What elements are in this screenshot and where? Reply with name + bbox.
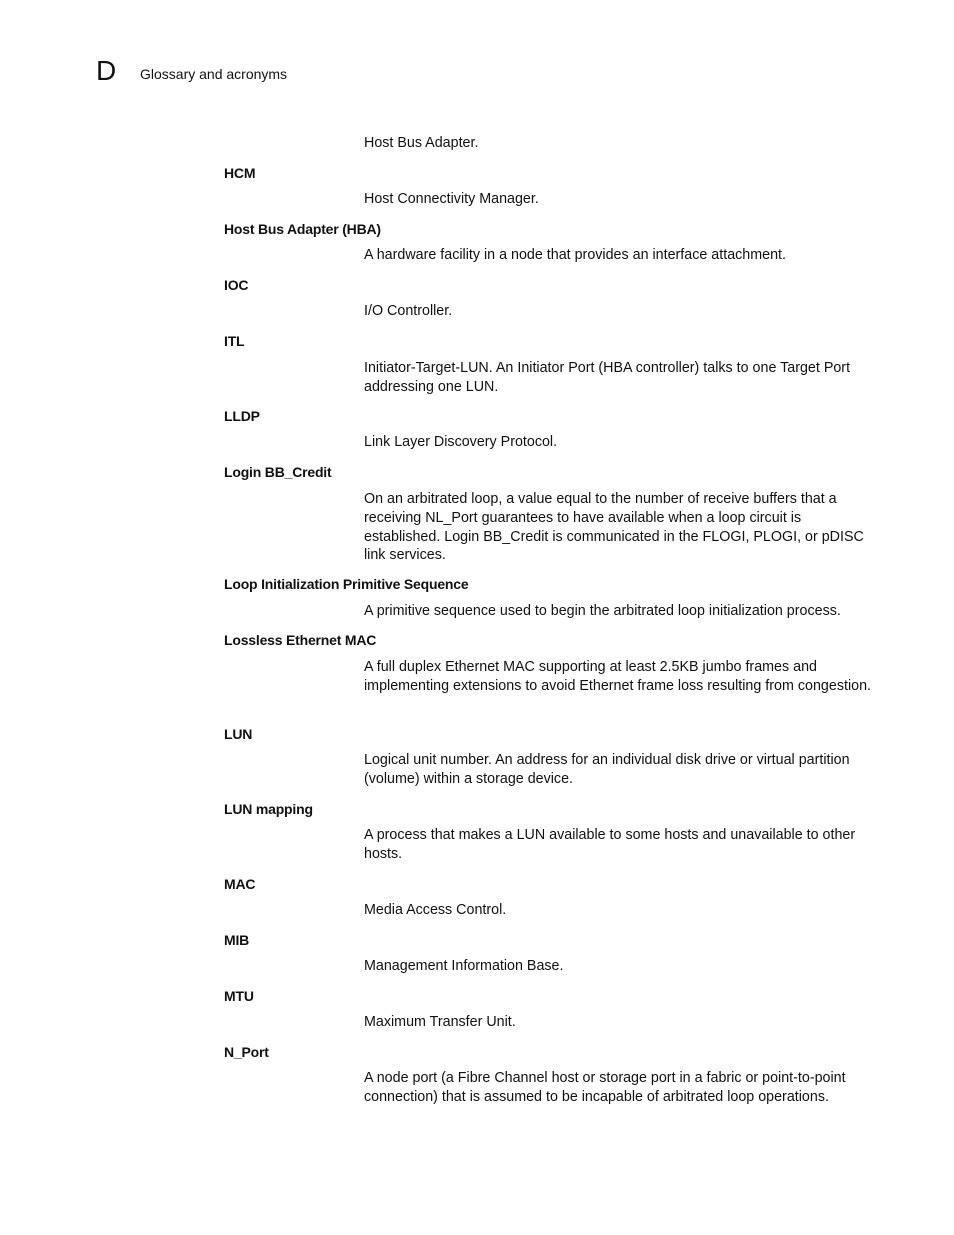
header-title: Glossary and acronyms <box>140 66 288 82</box>
appendix-letter: D <box>96 55 117 86</box>
glossary-definition: A full duplex Ethernet MAC supporting at least 2.5KB jumbo frames and implementing extensions to avoid Ethernet frame loss resulting from congestion. <box>364 659 872 694</box>
glossary-definition: Media Access Control. <box>364 902 507 918</box>
glossary-term: MAC <box>224 876 256 892</box>
glossary-term: LUN <box>224 726 253 742</box>
glossary-definition: Management Information Base. <box>364 958 564 974</box>
glossary-term: MTU <box>224 988 254 1004</box>
glossary-definition: Initiator-Target-LUN. An Initiator Port (HBA controller) talks to one Target Port addressing one LUN. <box>364 360 851 395</box>
glossary-definition: On an arbitrated loop, a value equal to the number of receive buffers that a receiving NL_Port guarantees to have available when a loop circuit is established. Login BB_Credit is communicated in the FLOGI, PLOGI, or pDISC link services. <box>364 491 864 564</box>
glossary-definition: Host Connectivity Manager. <box>364 191 539 207</box>
glossary-definition: Maximum Transfer Unit. <box>364 1014 516 1030</box>
glossary-definition: I/O Controller. <box>364 303 453 319</box>
glossary-term: IOC <box>224 277 249 293</box>
glossary-term: ITL <box>224 333 245 349</box>
glossary-term: LLDP <box>224 408 260 424</box>
glossary-term: MIB <box>224 932 250 948</box>
glossary-term: Login BB_Credit <box>224 464 332 480</box>
glossary-definition: Logical unit number. An address for an individual disk drive or virtual partition (volume) within a storage device. <box>364 752 850 787</box>
glossary-term: Loop Initialization Primitive Sequence <box>224 576 469 592</box>
glossary-term: Host Bus Adapter (HBA) <box>224 221 381 237</box>
glossary-definition: A primitive sequence used to begin the arbitrated loop initialization process. <box>364 603 841 619</box>
glossary-definition: Host Bus Adapter. <box>364 135 479 151</box>
glossary-term: Lossless Ethernet MAC <box>224 632 377 648</box>
glossary-definition: Link Layer Discovery Protocol. <box>364 434 558 450</box>
glossary-definition: A hardware facility in a node that provides an interface attachment. <box>364 247 787 263</box>
glossary-definition: A process that makes a LUN available to some hosts and unavailable to other hosts. <box>364 827 856 862</box>
glossary-definition: A node port (a Fibre Channel host or storage port in a fabric or point-to-point connection) that is assumed to be incapable of arbitrated loop operations. <box>364 1070 846 1105</box>
glossary-term: N_Port <box>224 1044 269 1060</box>
glossary-term: HCM <box>224 165 256 181</box>
glossary-term: LUN mapping <box>224 801 313 817</box>
